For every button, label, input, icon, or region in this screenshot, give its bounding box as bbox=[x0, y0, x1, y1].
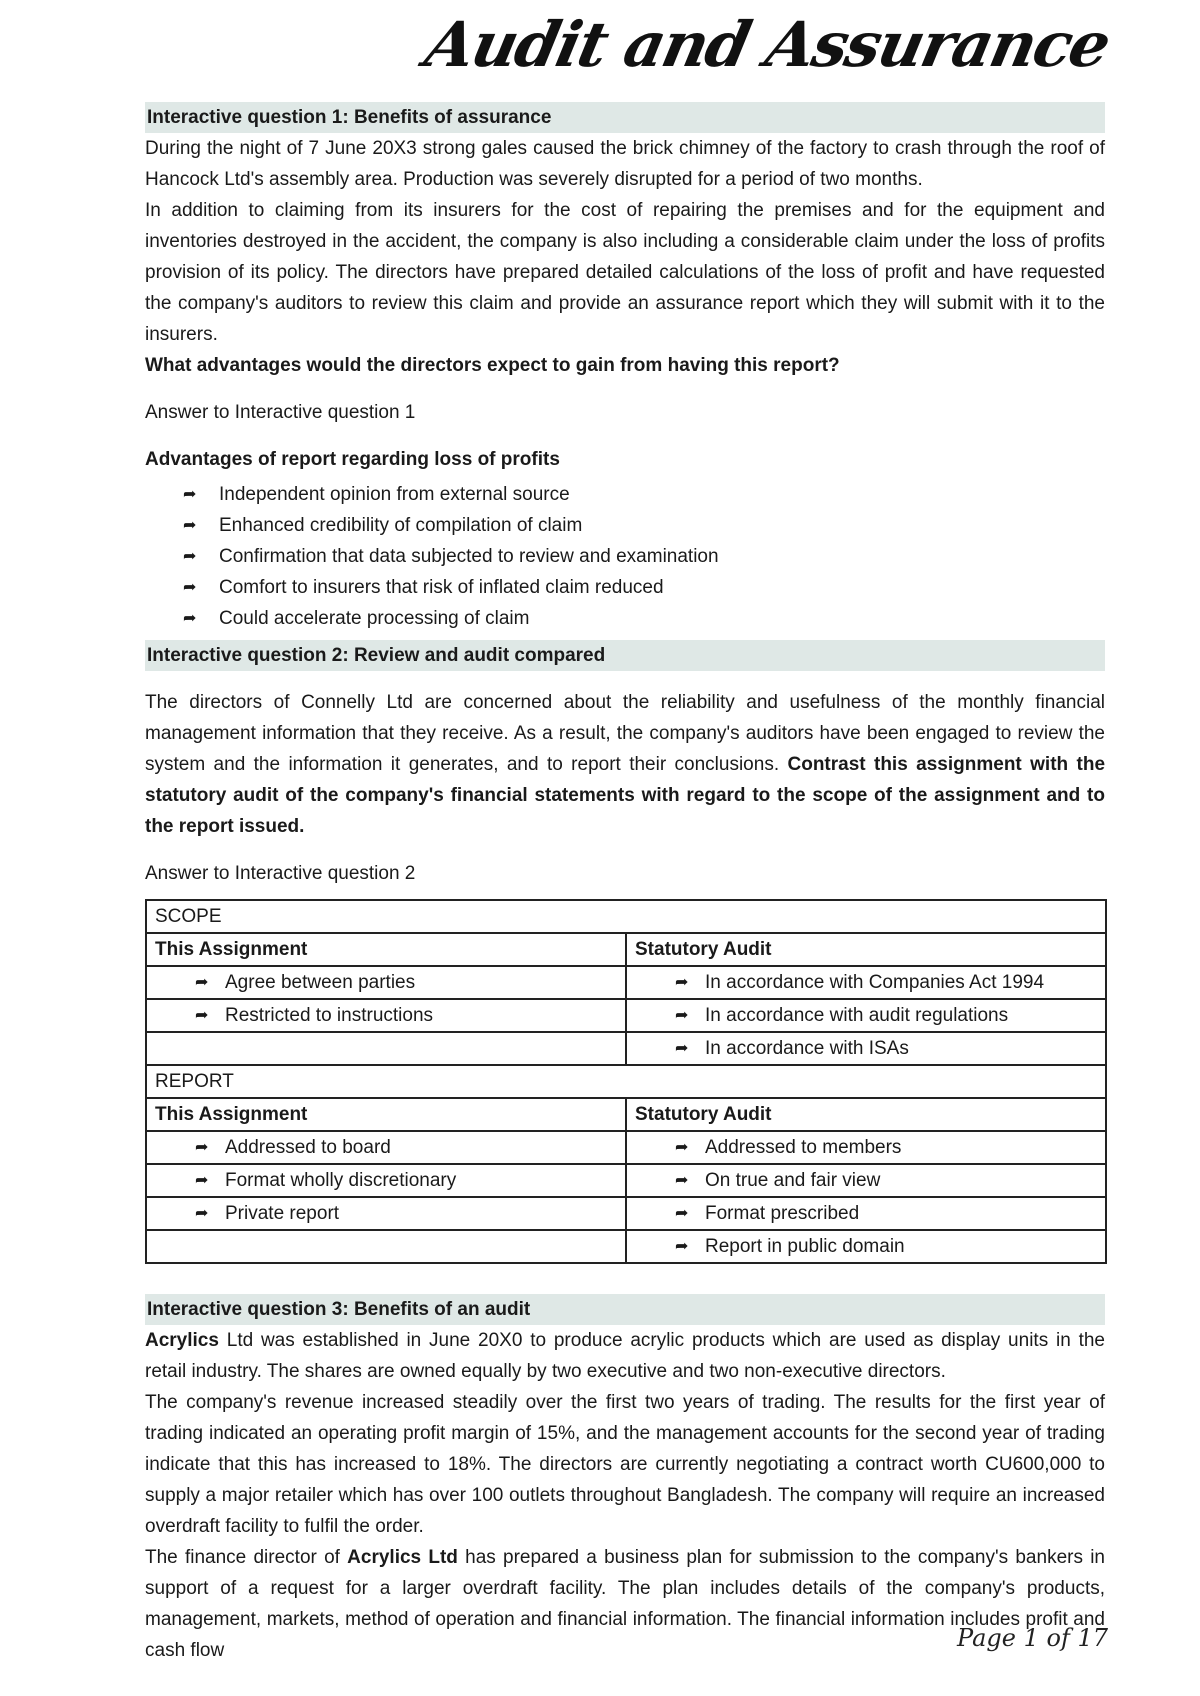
q3-para1: Acrylics Ltd was established in June 20X0 to produce acrylic products which are used as display units in the retail industry. The shares are owned equally by two executive and two non-executive directors. bbox=[145, 1330, 1105, 1382]
q1-subheading: Advantages of report regarding loss of profits bbox=[145, 449, 560, 470]
q2-title: Interactive question 2: Review and audit compared bbox=[145, 640, 1105, 671]
list-item: ➦ Enhanced credibility of compilation of claim bbox=[183, 510, 1105, 541]
report-label: REPORT bbox=[146, 1065, 1106, 1098]
arrow-icon: ➦ bbox=[183, 610, 197, 627]
list-item: ➦ Comfort to insurers that risk of inflated claim reduced bbox=[183, 572, 1105, 603]
arrow-icon: ➦ bbox=[183, 517, 197, 534]
q2-question: Contrast this assignment with the statutory audit of the company's financial statements with regard to the scope of the assignment and to the report issued. bbox=[145, 754, 1106, 837]
table-row: ➦ Restricted to instructions ➦ In accordance with audit regulations bbox=[146, 999, 1106, 1032]
table-row: ➦ Private report ➦ Format prescribed bbox=[146, 1197, 1106, 1230]
arrow-icon: ➦ bbox=[675, 1040, 689, 1057]
table-row: ➦ Agree between parties ➦ In accordance with Companies Act 1994 bbox=[146, 966, 1106, 999]
content bbox=[145, 102, 1105, 1666]
table-row: ➦ Report in public domain bbox=[146, 1230, 1106, 1263]
table-row bbox=[146, 900, 1106, 933]
arrow-icon: ➦ bbox=[183, 548, 197, 565]
q1-para1: During the night of 7 June 20X3 strong gales caused the brick chimney of the factory to crash through the roof of Hancock Ltd's assembly area. Production was severely disrupted for a period of two months. bbox=[145, 138, 1105, 190]
arrow-icon: ➦ bbox=[675, 1139, 689, 1156]
comparison-table bbox=[145, 899, 1107, 1264]
scope-label: SCOPE bbox=[146, 900, 1106, 933]
page-number: Page 1 of 17 bbox=[957, 1624, 1108, 1652]
table-row: ➦ In accordance with ISAs bbox=[146, 1032, 1106, 1065]
arrow-icon: ➦ bbox=[675, 1205, 689, 1222]
q3-para3: The finance director of Acrylics Ltd has prepared a business plan for submission to the company's bankers in support of a request for a larger overdraft facility. The plan includes details of the company's products, management, markets, method of operation and financial information. The financial information includes profit and cash flow bbox=[145, 1547, 1105, 1661]
arrow-icon: ➦ bbox=[195, 974, 209, 991]
arrow-icon: ➦ bbox=[675, 1238, 689, 1255]
list-item: ➦ Could accelerate processing of claim bbox=[183, 603, 1105, 634]
arrow-icon: ➦ bbox=[195, 1172, 209, 1189]
arrow-icon: ➦ bbox=[195, 1007, 209, 1024]
arrow-icon: ➦ bbox=[195, 1139, 209, 1156]
q1-bullet-list bbox=[145, 479, 1105, 634]
q2-para: The directors of Connelly Ltd are concerned about the reliability and usefulness of the monthly financial management information that they receive. As a result, the company's auditors have been engaged to review the system and the information it generates, and to report their conclusions. Contrast this assignment with the statutory audit of the company's financial statements with regard to the scope of the assignment and to the report issued. bbox=[145, 692, 1106, 837]
table-row: This Assignment Statutory Audit bbox=[146, 1098, 1106, 1131]
brand-title: Audit and Assurance bbox=[419, 8, 1116, 81]
list-item: ➦ Independent opinion from external source bbox=[183, 479, 1105, 510]
table-row: This Assignment Statutory Audit bbox=[146, 933, 1106, 966]
arrow-icon: ➦ bbox=[183, 579, 197, 596]
arrow-icon: ➦ bbox=[675, 974, 689, 991]
q2-answer-heading: Answer to Interactive question 2 bbox=[145, 863, 416, 884]
arrow-icon: ➦ bbox=[183, 486, 197, 503]
table-row: ➦ Addressed to board ➦ Addressed to members bbox=[146, 1131, 1106, 1164]
arrow-icon: ➦ bbox=[195, 1205, 209, 1222]
list-item: ➦ Confirmation that data subjected to review and examination bbox=[183, 541, 1105, 572]
arrow-icon: ➦ bbox=[675, 1007, 689, 1024]
q1-title: Interactive question 1: Benefits of assurance bbox=[145, 102, 1105, 133]
arrow-icon: ➦ bbox=[675, 1172, 689, 1189]
q3-title: Interactive question 3: Benefits of an audit bbox=[145, 1294, 1105, 1325]
q1-question: What advantages would the directors expect to gain from having this report? bbox=[145, 355, 840, 376]
q3-para2: The company's revenue increased steadily over the first two years of trading. The results for the first year of trading indicated an operating profit margin of 15%, and the management accounts for the second year of trading indicate that this has increased to 18%. The directors are currently negotiating a contract worth CU600,000 to supply a major retailer which has over 100 outlets throughout Bangladesh. The company will require an increased overdraft facility to fulfil the order. bbox=[145, 1392, 1105, 1537]
table-row bbox=[146, 1065, 1106, 1098]
table-row: ➦ Format wholly discretionary ➦ On true and fair view bbox=[146, 1164, 1106, 1197]
q1-para2: In addition to claiming from its insurers for the cost of repairing the premises and for the equipment and inventories destroyed in the accident, the company is also including a considerable claim under the loss of profits provision of its policy. The directors have prepared detailed calculations of the loss of profit and have requested the company's auditors to review this claim and provide an assurance report which they will submit with it to the insurers. bbox=[145, 200, 1105, 345]
q1-answer-heading: Answer to Interactive question 1 bbox=[145, 402, 416, 423]
